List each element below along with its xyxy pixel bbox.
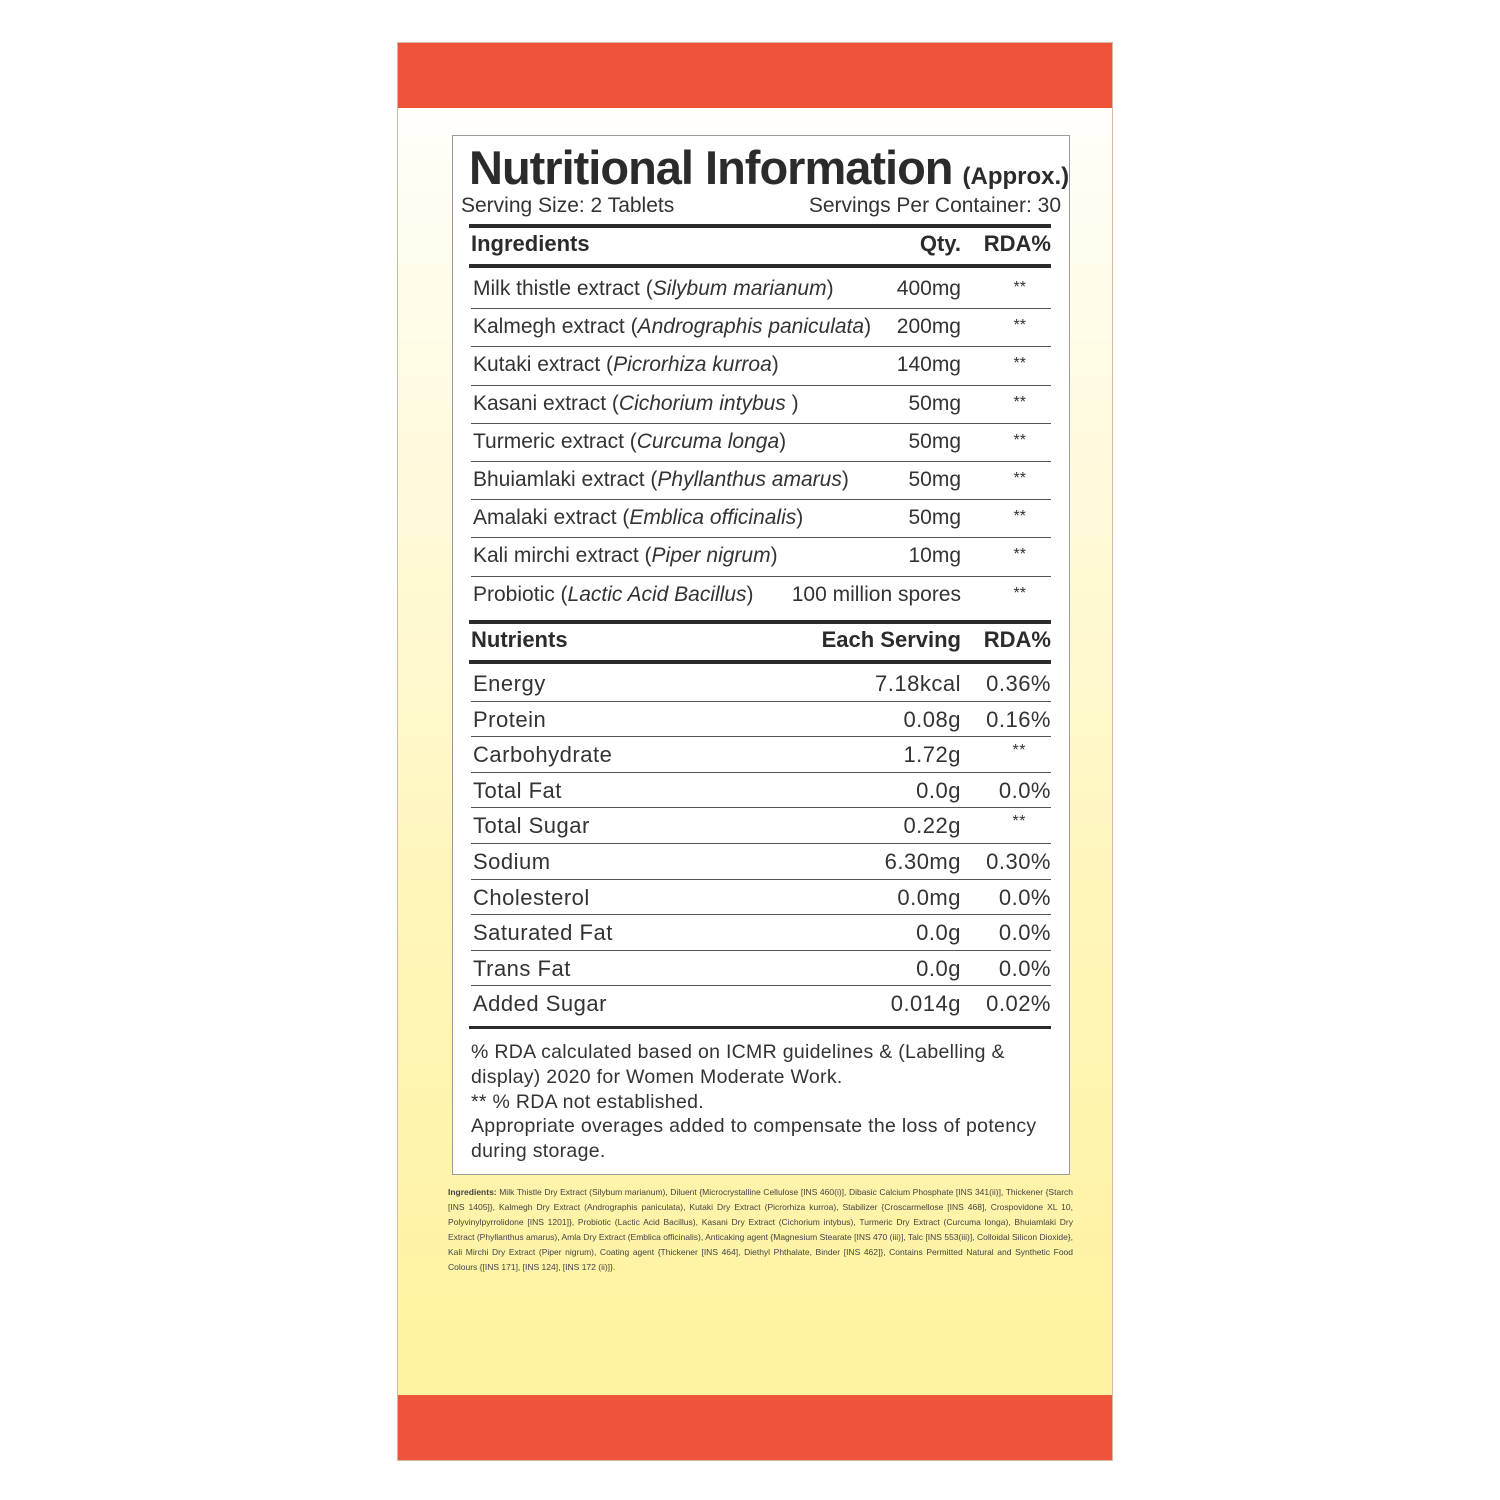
divider [469, 660, 1051, 664]
rda-col-header: RDA% [983, 231, 1051, 256]
ingredient-name: Probiotic (Lactic Acid Bacillus) [473, 582, 754, 606]
approx-note: (Approx.) [962, 163, 1070, 190]
ingredient-name: Turmeric extract (Curcuma longa) [473, 429, 787, 453]
rda-col-header: RDA% [983, 627, 1051, 652]
nutrient-row [471, 951, 1051, 987]
ingredient-rda: ** [1013, 584, 1026, 602]
nutrients-header [471, 624, 1051, 658]
ingredient-row [471, 424, 1051, 462]
nutrient-value: 0.08g [903, 706, 961, 732]
nutrients-col-header: Nutrients [471, 627, 568, 652]
ingredient-name: Kalmegh extract (Andrographis paniculata) [473, 315, 872, 339]
nutrient-row [471, 702, 1051, 738]
ingredient-qty: 140mg [896, 353, 961, 377]
footnote-rda-not-established: ** % RDA not established. [471, 1090, 704, 1113]
nutrient-value: 6.30mg [884, 849, 961, 874]
ingredient-row [471, 462, 1051, 500]
ingredient-row [471, 538, 1051, 576]
divider [469, 1026, 1051, 1029]
nutrient-name: Total Sugar [473, 813, 590, 839]
nutrient-rda: ** [1012, 742, 1026, 760]
ingredient-name: Bhuiamlaki extract (Phyllanthus amarus) [473, 468, 849, 491]
nutrient-value: 0.0g [916, 955, 961, 981]
nutrient-name: Saturated Fat [473, 920, 613, 946]
footnote-rda-basis: % RDA calculated based on ICMR guidelines & (Labelling & display) 2020 for Women Moderate Work. [471, 1041, 1005, 1088]
nutrient-row [471, 844, 1051, 880]
nutrient-row [471, 880, 1051, 916]
ingredient-qty: 200mg [896, 315, 961, 339]
ingredient-name: Kasani extract (Cichorium intybus ) [473, 391, 799, 415]
ingredient-rda: ** [1013, 546, 1026, 564]
nutrient-name: Energy [473, 671, 546, 696]
divider [469, 264, 1051, 268]
nutrient-value: 0.0mg [897, 884, 961, 910]
nutrient-name: Total Fat [473, 777, 562, 803]
serving-info [461, 194, 1061, 218]
top-color-band [398, 43, 1112, 108]
footnote-overages: Appropriate overages added to compensate the loss of potency during storage. [471, 1115, 1037, 1163]
nutrient-rda: 0.0% [998, 920, 1051, 946]
nutrient-rda: 0.36% [986, 671, 1051, 696]
nutrient-row [471, 737, 1051, 773]
nutrition-panel [452, 135, 1070, 1175]
ingredient-qty: 400mg [896, 277, 961, 300]
title-row [469, 140, 1069, 195]
ingredient-qty: 50mg [908, 429, 961, 453]
ingredient-name: Kutaki extract (Picrorhiza kurroa) [473, 353, 779, 377]
nutrient-rda: 0.02% [986, 991, 1051, 1017]
ingredients-fine-print [448, 1185, 1073, 1275]
nutrient-rda: 0.0% [998, 955, 1051, 981]
ingredient-rda: ** [1013, 279, 1026, 296]
fine-print-label: Ingredients: [448, 1187, 497, 1197]
nutrient-row [471, 666, 1051, 702]
nutrient-rda: 0.0% [998, 777, 1051, 803]
nutrient-value: 7.18kcal [875, 671, 961, 696]
ingredient-row [471, 309, 1051, 347]
ingredient-rda: ** [1013, 431, 1026, 449]
nutrient-value: 0.0g [916, 920, 961, 946]
nutrient-name: Added Sugar [473, 991, 607, 1017]
nutrient-name: Sodium [473, 849, 551, 874]
ingredient-qty: 10mg [908, 544, 961, 568]
label-card [397, 42, 1113, 1461]
ingredient-row [471, 500, 1051, 538]
servings-per-container: Servings Per Container: 30 [808, 194, 1061, 217]
nutrient-rda: 0.30% [986, 849, 1051, 874]
ingredient-row [471, 347, 1051, 385]
ingredient-qty: 50mg [908, 468, 961, 491]
qty-col-header: Qty. [919, 231, 961, 256]
ingredient-qty: 100 million spores [791, 582, 961, 606]
serving-size: Serving Size: 2 Tablets [461, 194, 675, 217]
ingredient-rda: ** [1013, 393, 1026, 411]
nutrient-row [471, 986, 1051, 1022]
ingredient-name: Kali mirchi extract (Piper nigrum) [473, 544, 778, 568]
nutrient-row [471, 808, 1051, 844]
ingredient-rda: ** [1013, 508, 1026, 526]
ingredient-qty: 50mg [908, 391, 961, 415]
nutrient-name: Protein [473, 706, 547, 732]
nutrient-name: Carbohydrate [473, 742, 613, 768]
nutrient-value: 0.0g [916, 777, 961, 803]
ingredient-row [471, 386, 1051, 424]
ingredient-rda: ** [1013, 470, 1026, 487]
ingredients-header [471, 228, 1051, 262]
nutrient-value: 1.72g [903, 742, 961, 768]
ingredient-name: Milk thistle extract (Silybum marianum) [473, 277, 834, 300]
nutrient-name: Trans Fat [473, 955, 571, 981]
ingredient-qty: 50mg [908, 506, 961, 530]
ingredient-rda: ** [1013, 317, 1026, 335]
nutrient-value: 0.014g [890, 991, 961, 1017]
each-serving-col-header: Each Serving [821, 627, 961, 652]
ingredient-row [471, 577, 1051, 615]
nutrition-title: Nutritional Information [469, 141, 953, 194]
nutrient-row [471, 773, 1051, 809]
nutrient-name: Cholesterol [473, 884, 590, 910]
ingredient-name: Amalaki extract (Emblica officinalis) [473, 506, 804, 530]
nutrient-rda: ** [1012, 813, 1026, 831]
nutrient-row [471, 915, 1051, 951]
bottom-color-band [398, 1395, 1112, 1460]
nutrient-value: 0.22g [903, 813, 961, 839]
footnotes [471, 1040, 1039, 1164]
ingredients-col-header: Ingredients [471, 231, 590, 256]
ingredient-rda: ** [1013, 355, 1026, 373]
fine-print-text: Milk Thistle Dry Extract (Silybum marianum), Diluent {Microcrystalline Cellulose [INS 460(i)], Dibasic Calcium Phosphate [INS 341(ii)], Thickener {Starch [INS 1405]}, Kalmegh Dry Extract (Andrographis paniculata), Kutaki Dry Extract (Picrorhiza kurroa), Stabilizer {Croscarmellose [INS 468], Crospovidone XL 10, Polyvinylpyrrolidone [INS 1201]}, Probiotic (Lactic Acid Bacillus), Kasani Dry Extract (Cichorium intybus), Turmeric Dry Extract (Curcuma longa), Bhuiamlaki Dry Extract (Phyllanthus amarus), Amla Dry Extract (Emblica officinalis), Anticaking agent {Magnesium Stearate [INS 470 (iii)], Talc [INS 553(iii)], Colloidal Silicon Dioxide}, Kali Mirchi Dry Extract (Piper nigrum), Coating agent {Thickener [INS 464], Diethyl Phthalate, Binder [INS 462]}, Contains Permitted Natural and Synthetic Food Colours {[INS 171], [INS 124], [INS 172 (ii)]}. [448, 1187, 1073, 1272]
ingredient-row [471, 271, 1051, 309]
nutrient-rda: 0.16% [986, 706, 1051, 732]
nutrient-rda: 0.0% [998, 884, 1051, 910]
